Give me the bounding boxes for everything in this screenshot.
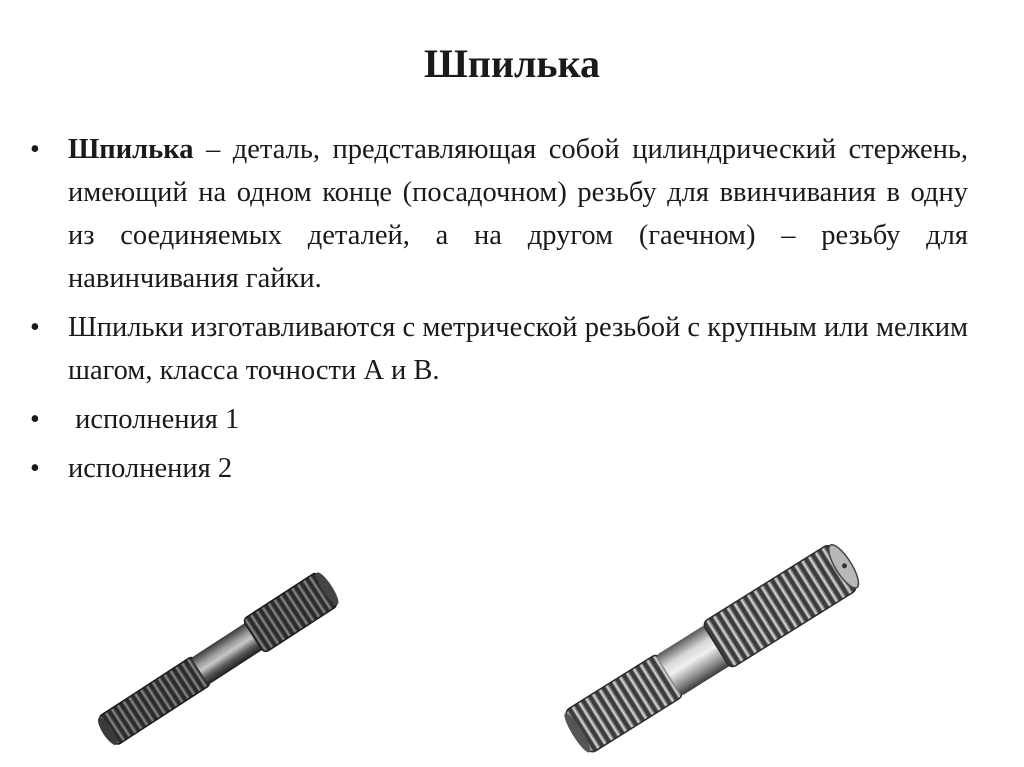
- bullet-item-manufacturing: [30, 306, 968, 392]
- bullet-marker: •: [30, 134, 40, 165]
- threaded-stud-dark-icon: [80, 555, 370, 755]
- stud-1-drawing: [80, 555, 370, 755]
- bullet-marker: •: [30, 453, 40, 484]
- bullet-term: Шпилька: [68, 134, 194, 165]
- bullet-marker: •: [30, 312, 40, 343]
- bullet-item-definition: [30, 128, 968, 300]
- stud-2-drawing: [548, 530, 878, 760]
- threaded-stud-silver-icon: [548, 530, 878, 760]
- bullet-marker: •: [30, 404, 40, 435]
- bullet-text: – деталь, представляющая собой цилиндрический стержень, имеющий на одном конце (посадочном) резьбу для ввинчивания в одну из соединяемых деталей, а на другом (гаечном) – резьбу для навинчивания гайки.: [68, 134, 968, 294]
- slide-title: Шпилька: [423, 41, 601, 86]
- bullet-item-version-2: [30, 447, 968, 490]
- bullet-item-version-1: [30, 398, 968, 441]
- bullet-list: [30, 128, 968, 496]
- bullet-text: исполнения 1: [68, 404, 240, 435]
- bullet-text: исполнения 2: [68, 453, 233, 484]
- bullet-text: Шпильки изготавливаются с метрической резьбой с крупным или мелким шагом, класса точности А и В.: [68, 312, 968, 386]
